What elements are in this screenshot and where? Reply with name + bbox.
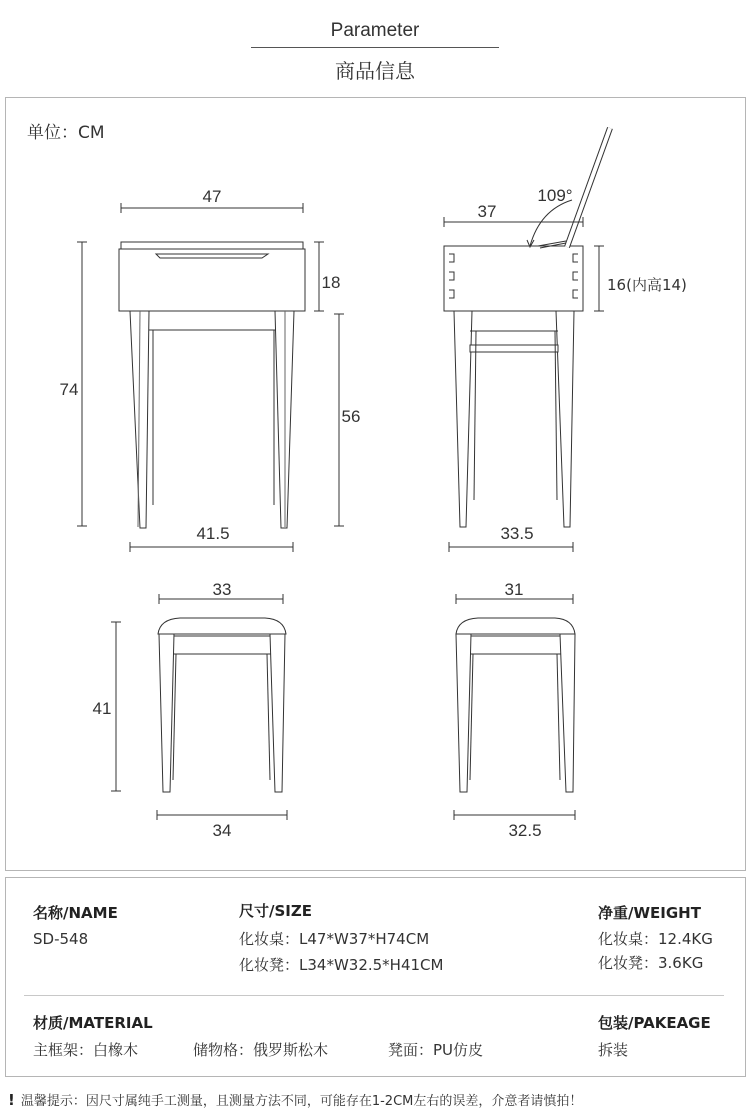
dim-desk-lid-angle: 109° [537,186,573,205]
dim-desk-box-height: 16(内高14) [607,276,687,294]
desk-front-handle [156,254,268,258]
desk-front-top [121,242,303,249]
desk-side-leg-right [556,311,574,527]
spec-divider [24,995,724,996]
stool-side-leg-left [456,634,471,792]
warning-icon: ! [8,1091,15,1109]
spec-weight-stool: 化妆凳：3.6KG [598,954,704,972]
dim-stool-side-width-top: 31 [504,580,524,599]
desk-side-box [444,246,583,311]
dim-stool-side-width-bottom: 32.5 [508,821,542,840]
spec-name-value: SD-548 [33,930,89,948]
title-en: Parameter [330,20,420,41]
unit-label: 单位：CM [27,123,105,143]
stool-front-leg-left [159,634,174,792]
stool-side-seat [456,618,575,634]
dim-stool-height: 41 [92,699,112,718]
spec-size-desk: 化妆桌：L47*W37*H74CM [239,930,430,948]
dim-stool-width-bottom: 34 [212,821,232,840]
stool-front-seat [158,618,286,634]
dim-desk-depth-top: 37 [477,202,497,221]
spec-weight-desk: 化妆桌：12.4KG [598,930,713,948]
dim-desk-leg-height: 56 [341,407,361,426]
desk-front-view [119,242,305,528]
desk-side-view [444,128,610,527]
spec-weight-label: 净重/WEIGHT [598,904,701,922]
dim-desk-depth-bottom: 33.5 [500,524,534,543]
dim-desk-drawer-height: 18 [321,273,341,292]
dim-desk-height-total: 74 [59,380,79,399]
stool-side-leg-right [560,634,575,792]
spec-package-label: 包装/PAKEAGE [598,1014,711,1032]
stool-front-leg-right [270,634,285,792]
spec-package-value: 拆装 [598,1041,629,1059]
spec-material-frame: 主框架：白橡木 [33,1041,139,1059]
footer-note [8,1090,582,1109]
spec-size-label: 尺寸/SIZE [239,902,312,920]
spec-material-storage: 储物格：俄罗斯松木 [193,1041,329,1059]
spec-name-label: 名称/NAME [33,904,118,922]
dim-stool-width-top: 33 [212,580,232,599]
dim-desk-width-bottom: 41.5 [196,524,230,543]
footer-note-text: 温馨提示：因尺寸属纯手工测量，且测量方法不同，可能存在1-2CM左右的误差，介意者请慎拍！ [20,1094,583,1109]
spec-material-label: 材质/MATERIAL [33,1014,153,1032]
stool-front-view [158,618,286,792]
title-cn: 商品信息 [335,59,415,83]
spec-size-stool: 化妆凳：L34*W32.5*H41CM [239,956,444,974]
desk-side-leg-left [454,311,472,527]
dim-desk-width-top: 47 [202,187,222,206]
spec-material-seat: 凳面：PU仿皮 [388,1041,484,1059]
stool-side-view [456,618,575,792]
